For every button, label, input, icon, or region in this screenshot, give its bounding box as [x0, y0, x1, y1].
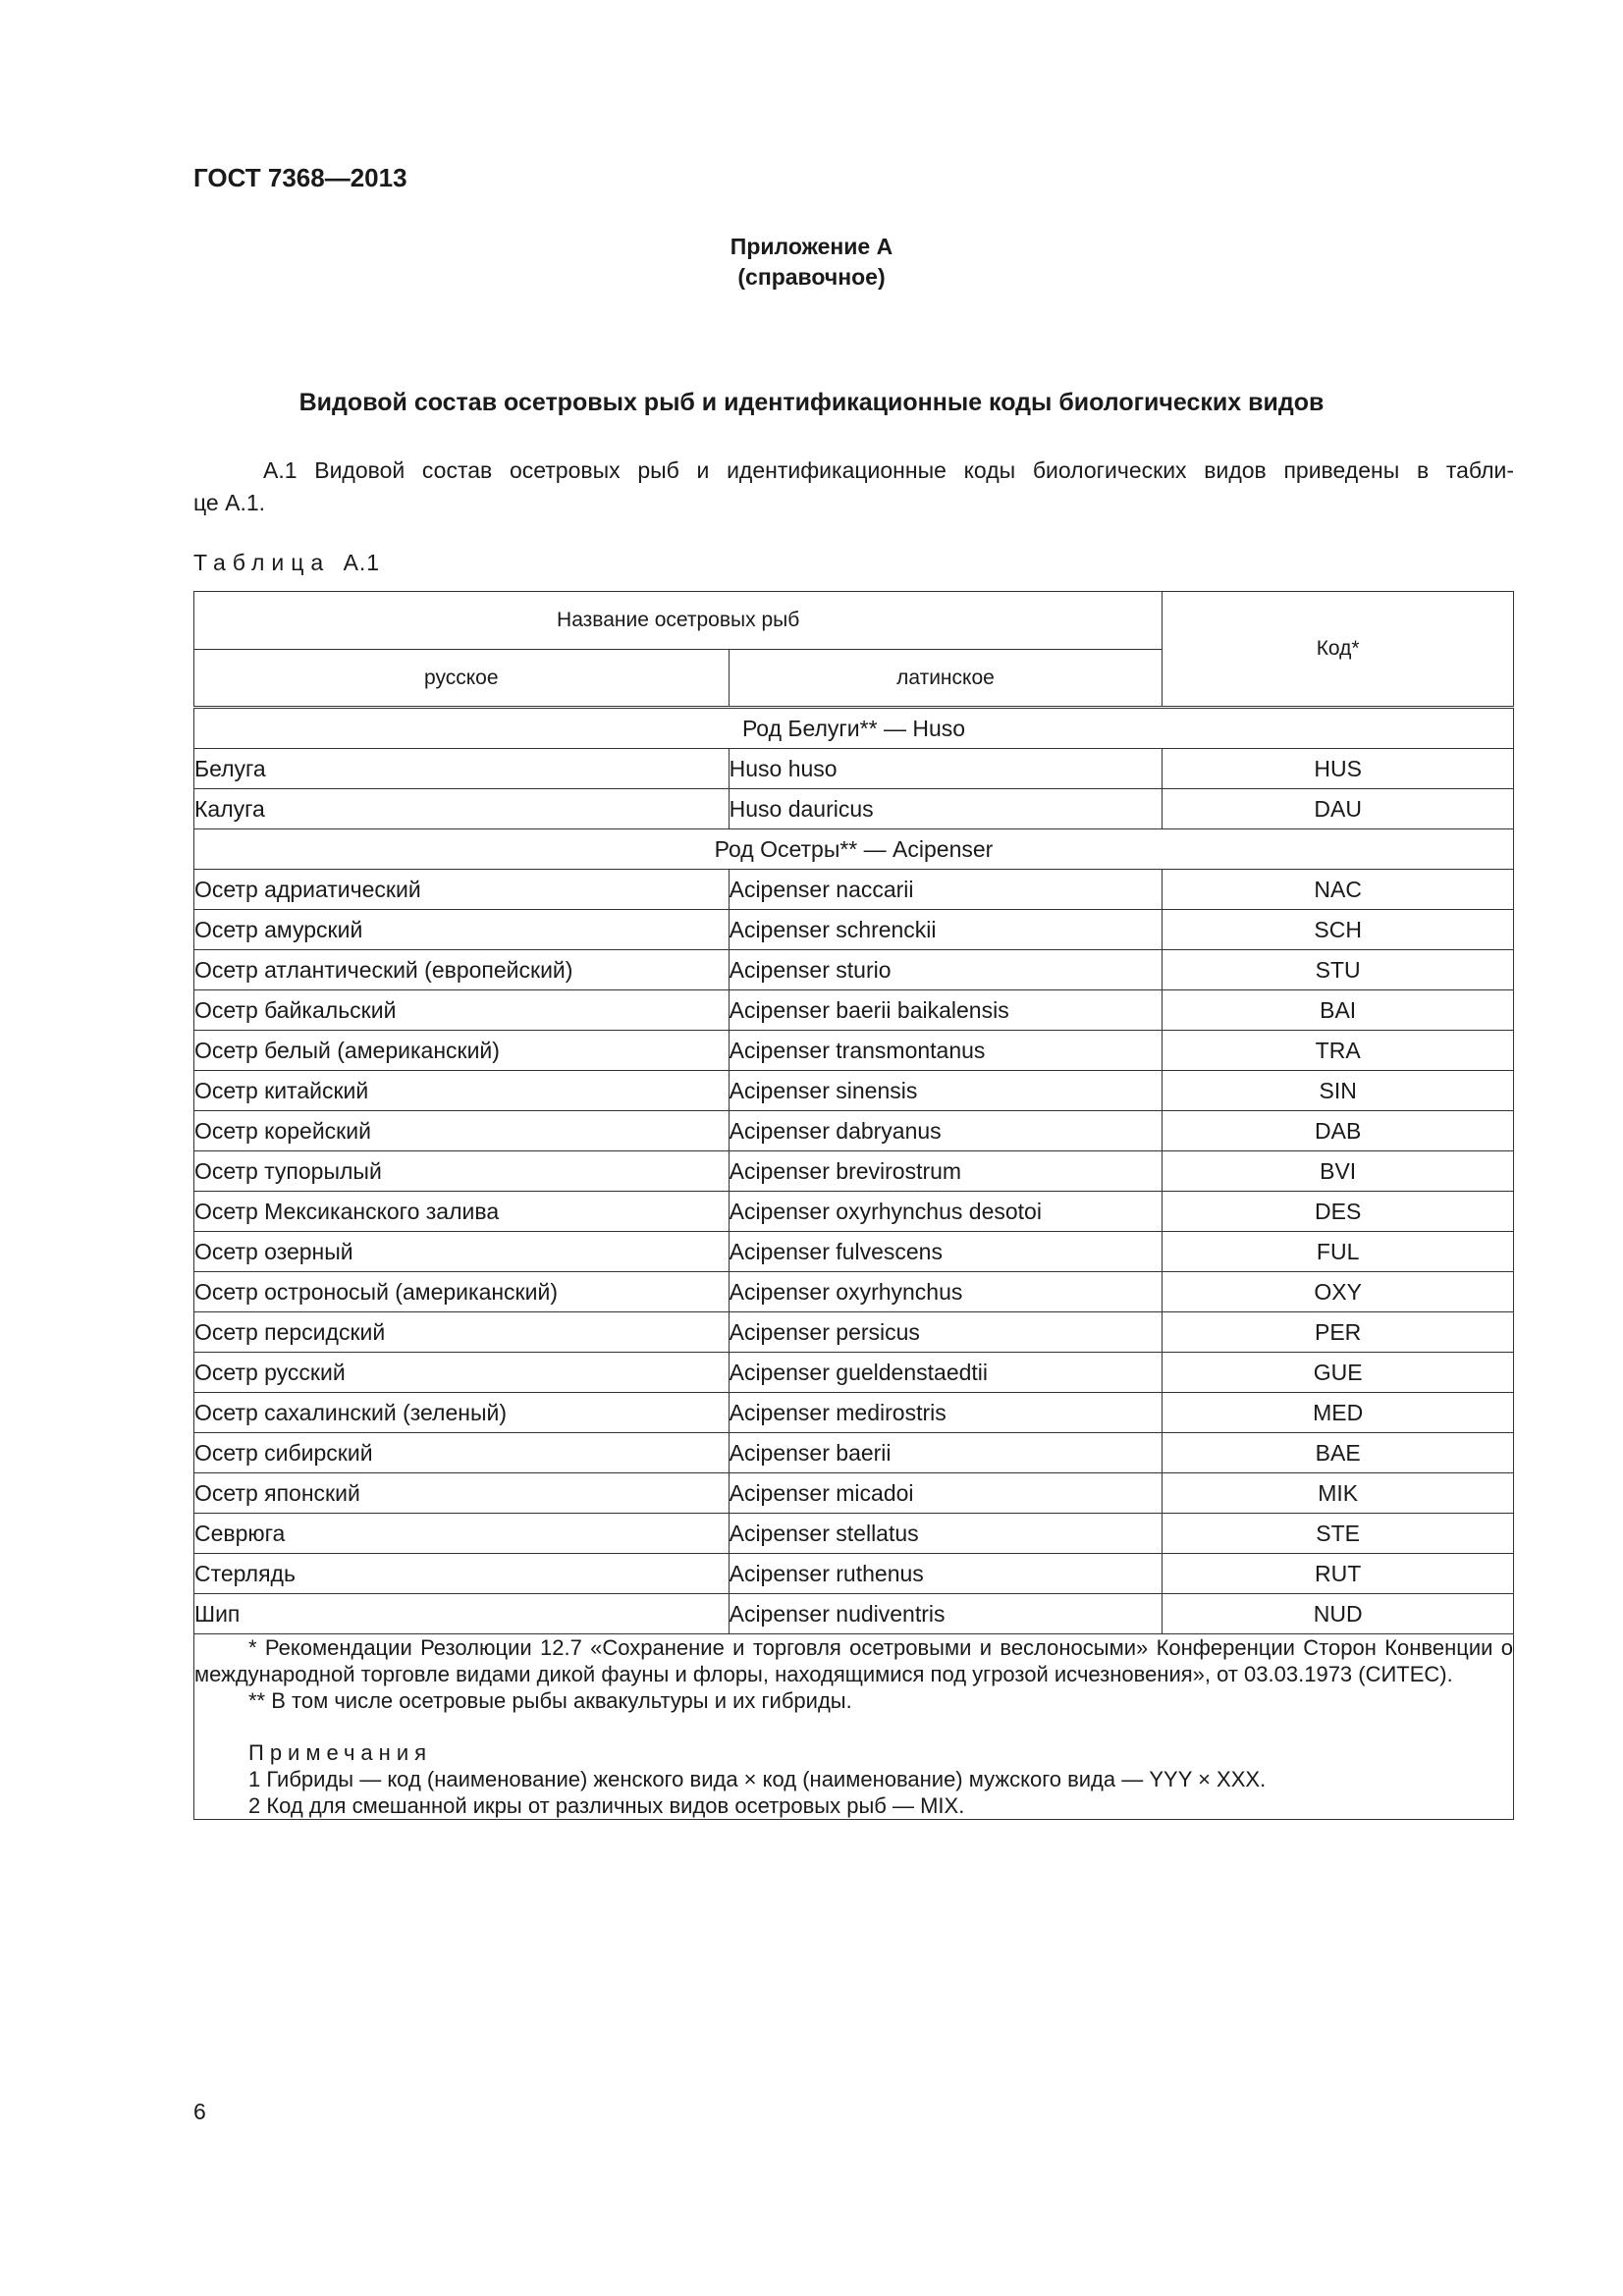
russian-name: Осетр остроносый (американский) — [194, 1272, 730, 1312]
group-title: Род Белуги** — Huso — [194, 708, 1514, 749]
page-number: 6 — [193, 2099, 206, 2124]
latin-name: Acipenser nudiventris — [729, 1594, 1163, 1634]
russian-name: Калуга — [194, 789, 730, 829]
header-russian: русское — [194, 650, 730, 708]
russian-name: Осетр русский — [194, 1353, 730, 1393]
russian-name: Шип — [194, 1594, 730, 1634]
russian-name: Стерлядь — [194, 1554, 730, 1594]
latin-name: Acipenser sinensis — [729, 1071, 1163, 1111]
species-code: BAE — [1163, 1433, 1514, 1473]
intro-paragraph — [193, 454, 1514, 519]
latin-name: Acipenser baerii baikalensis — [729, 990, 1163, 1031]
species-code: OXY — [1163, 1272, 1514, 1312]
russian-name: Осетр амурский — [194, 910, 730, 950]
table-row — [194, 950, 1514, 990]
table-row — [194, 1433, 1514, 1473]
note-2: 2 Код для смешанной икры от различных видов осетровых рыб — MIX. — [248, 1793, 965, 1818]
table-row — [194, 1514, 1514, 1554]
species-code: GUE — [1163, 1353, 1514, 1393]
group-row — [194, 708, 1514, 749]
russian-name: Осетр байкальский — [194, 990, 730, 1031]
russian-name: Осетр китайский — [194, 1071, 730, 1111]
latin-name: Acipenser sturio — [729, 950, 1163, 990]
notes-heading: Примечания — [248, 1740, 433, 1765]
table-footnotes-row — [194, 1634, 1514, 1820]
russian-name: Севрюга — [194, 1514, 730, 1554]
header-name-group: Название осетровых рыб — [194, 592, 1163, 650]
intro-line-2: це А.1. — [193, 490, 266, 515]
species-code: SIN — [1163, 1071, 1514, 1111]
latin-name: Acipenser persicus — [729, 1312, 1163, 1353]
footnote-2: ** В том числе осетровые рыбы аквакультуры и их гибриды. — [248, 1688, 852, 1713]
table-header-row — [194, 592, 1514, 650]
latin-name: Huso dauricus — [729, 789, 1163, 829]
table-row — [194, 910, 1514, 950]
table-row — [194, 1272, 1514, 1312]
group-row — [194, 829, 1514, 870]
table-row — [194, 1312, 1514, 1353]
latin-name: Acipenser micadoi — [729, 1473, 1163, 1514]
footnote-1: * Рекомендации Резолюции 12.7 «Сохранение и торговля осетровыми и веслоносыми» Конференции Сторон Конвенции о международной торговле видами дикой фауны и флоры, находящимися под угрозой исчезновения», от 03.03.1973 (СИТЕС). — [194, 1635, 1513, 1686]
table-caption-label: Таблица — [193, 550, 331, 575]
appendix-heading — [0, 232, 1623, 293]
latin-name: Acipenser brevirostrum — [729, 1151, 1163, 1192]
table-row — [194, 1393, 1514, 1433]
latin-name: Acipenser transmontanus — [729, 1031, 1163, 1071]
appendix-type: (справочное) — [737, 264, 886, 290]
russian-name: Осетр тупорылый — [194, 1151, 730, 1192]
latin-name: Acipenser fulvescens — [729, 1232, 1163, 1272]
table-body — [194, 708, 1514, 1634]
species-code: DAB — [1163, 1111, 1514, 1151]
header-latin: латинское — [729, 650, 1163, 708]
latin-name: Acipenser oxyrhynchus desotoi — [729, 1192, 1163, 1232]
table-footnotes — [194, 1634, 1514, 1820]
table-caption — [193, 550, 380, 576]
table-row — [194, 1031, 1514, 1071]
russian-name: Осетр сибирский — [194, 1433, 730, 1473]
table-row — [194, 1151, 1514, 1192]
species-code: STE — [1163, 1514, 1514, 1554]
species-code: TRA — [1163, 1031, 1514, 1071]
russian-name: Осетр адриатический — [194, 870, 730, 910]
table-row — [194, 1473, 1514, 1514]
page-title: Видовой состав осетровых рыб и идентификационные коды биологических видов — [298, 389, 1325, 416]
table-row — [194, 1554, 1514, 1594]
latin-name: Acipenser baerii — [729, 1433, 1163, 1473]
russian-name: Осетр японский — [194, 1473, 730, 1514]
latin-name: Huso huso — [729, 749, 1163, 789]
note-1: 1 Гибриды — код (наименование) женского вида × код (наименование) мужского вида — YYY × XXX. — [248, 1767, 1267, 1791]
latin-name: Acipenser stellatus — [729, 1514, 1163, 1554]
appendix-title: Приложение А — [730, 234, 893, 259]
russian-name: Осетр сахалинский (зеленый) — [194, 1393, 730, 1433]
species-code: STU — [1163, 950, 1514, 990]
table-row — [194, 990, 1514, 1031]
russian-name: Осетр белый (американский) — [194, 1031, 730, 1071]
species-code: PER — [1163, 1312, 1514, 1353]
table-row — [194, 1353, 1514, 1393]
table-row — [194, 1232, 1514, 1272]
russian-name: Осетр персидский — [194, 1312, 730, 1353]
russian-name: Белуга — [194, 749, 730, 789]
species-code: DES — [1163, 1192, 1514, 1232]
latin-name: Acipenser dabryanus — [729, 1111, 1163, 1151]
header-code: Код* — [1163, 592, 1514, 708]
intro-line-1: А.1 Видовой состав осетровых рыб и идентификационные коды биологических видов приведены в табли- — [263, 457, 1514, 483]
species-code: FUL — [1163, 1232, 1514, 1272]
russian-name: Осетр Мексиканского залива — [194, 1192, 730, 1232]
species-code: SCH — [1163, 910, 1514, 950]
russian-name: Осетр озерный — [194, 1232, 730, 1272]
species-code: NUD — [1163, 1594, 1514, 1634]
russian-name: Осетр корейский — [194, 1111, 730, 1151]
species-code: BVI — [1163, 1151, 1514, 1192]
species-code: RUT — [1163, 1554, 1514, 1594]
species-code: MED — [1163, 1393, 1514, 1433]
table-row — [194, 870, 1514, 910]
species-code: BAI — [1163, 990, 1514, 1031]
species-code: NAC — [1163, 870, 1514, 910]
latin-name: Acipenser schrenckii — [729, 910, 1163, 950]
group-title: Род Осетры** — Acipenser — [194, 829, 1514, 870]
latin-name: Acipenser ruthenus — [729, 1554, 1163, 1594]
table-row — [194, 1594, 1514, 1634]
table-row — [194, 789, 1514, 829]
latin-name: Acipenser gueldenstaedtii — [729, 1353, 1163, 1393]
species-code: MIK — [1163, 1473, 1514, 1514]
latin-name: Acipenser medirostris — [729, 1393, 1163, 1433]
table-row — [194, 749, 1514, 789]
latin-name: Acipenser oxyrhynchus — [729, 1272, 1163, 1312]
species-code: DAU — [1163, 789, 1514, 829]
species-code: HUS — [1163, 749, 1514, 789]
latin-name: Acipenser naccarii — [729, 870, 1163, 910]
table-row — [194, 1192, 1514, 1232]
table-row — [194, 1071, 1514, 1111]
species-table — [193, 591, 1514, 1820]
document-id: ГОСТ 7368—2013 — [193, 163, 407, 192]
table-row — [194, 1111, 1514, 1151]
russian-name: Осетр атлантический (европейский) — [194, 950, 730, 990]
table-caption-number: А.1 — [343, 550, 381, 575]
